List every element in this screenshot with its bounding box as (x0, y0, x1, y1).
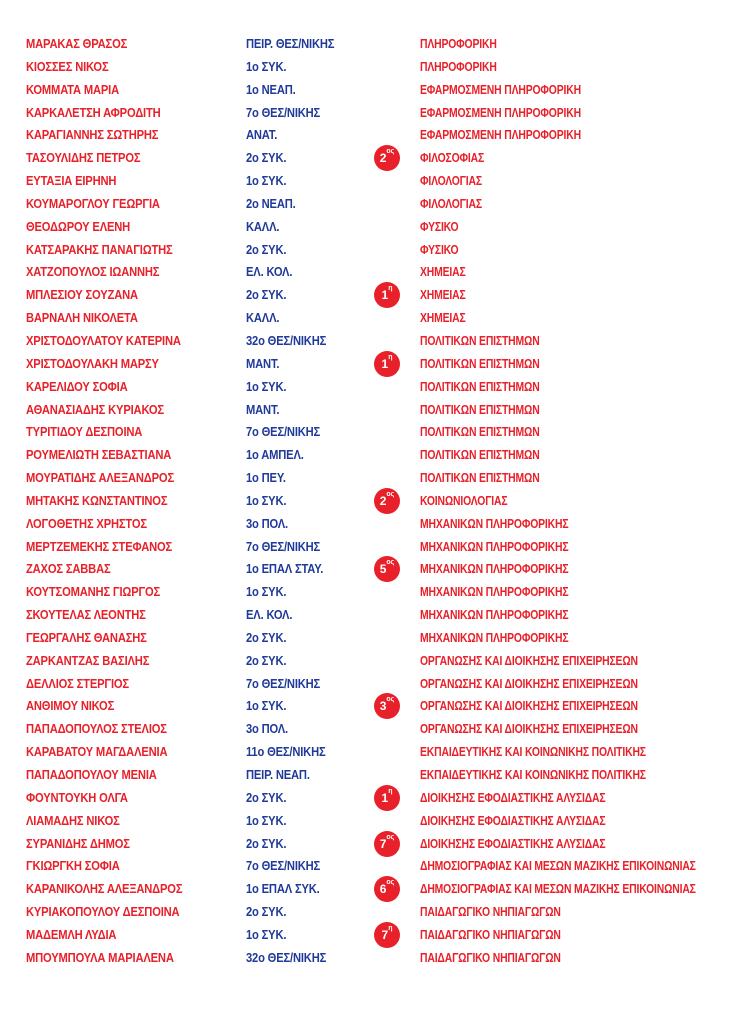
student-name: ΖΑΡΚΑΝΤΖΑΣ ΒΑΣΙΛΗΣ (26, 652, 150, 668)
student-name: ΤΑΣΟΥΛΙΔΗΣ ΠΕΤΡΟΣ (26, 150, 141, 166)
department-name: ΠΟΛΙΤΙΚΩΝ ΕΠΙΣΤΗΜΩΝ (420, 424, 540, 440)
student-name: ΕΥΤΑΞΙΑ ΕΙΡΗΝΗ (26, 173, 117, 189)
rank-suffix: ος (386, 879, 395, 887)
school-name: ΜΑΝΤ. (246, 355, 280, 371)
department-name: ΔΙΟΙΚΗΣΗΣ ΕΦΟΔΙΑΣΤΙΚΗΣ ΑΛΥΣΙΔΑΣ (420, 812, 606, 828)
list-item (0, 558, 751, 581)
rank-badge (374, 488, 400, 514)
list-item (0, 581, 751, 604)
department-name: ΜΗΧΑΝΙΚΩΝ ΠΛΗΡΟΦΟΡΙΚΗΣ (420, 538, 569, 554)
student-name: ΚΑΡΚΑΛΕΤΣΗ ΑΦΡΟΔΙΤΗ (26, 104, 161, 120)
department-name: ΠΛΗΡΟΦΟΡΙΚΗ (420, 58, 497, 74)
student-name: ΚΑΡΑΓΙΑΝΝΗΣ ΣΩΤΗΡΗΣ (26, 127, 159, 143)
rank-number: 2 (379, 493, 387, 508)
rank-badge (374, 785, 400, 811)
list-item (0, 444, 751, 467)
student-name: ΓΕΩΡΓΑΛΗΣ ΘΑΝΑΣΗΣ (26, 629, 147, 645)
rank-suffix: η (388, 353, 393, 361)
list-item (0, 536, 751, 559)
school-name: ΠΕΙΡ. ΘΕΣ/ΝΙΚΗΣ (246, 36, 335, 51)
department-name: ΕΚΠΑΙΔΕΥΤΙΚΗΣ ΚΑΙ ΚΟΙΝΩΝΙΚΗΣ ΠΟΛΙΤΙΚΗΣ (420, 767, 646, 782)
school-name: 2ο ΣΥΚ. (246, 789, 287, 805)
department-name: ΟΡΓΑΝΩΣΗΣ ΚΑΙ ΔΙΟΙΚΗΣΗΣ ΕΠΙΧΕΙΡΗΣΕΩΝ (420, 721, 638, 737)
list-item (0, 627, 751, 650)
list-item (0, 604, 751, 627)
department-name: ΦΙΛΟΣΟΦΙΑΣ (420, 150, 485, 166)
school-name: 1ο ΣΥΚ. (246, 58, 287, 74)
list-item (0, 924, 751, 947)
school-name: 1ο ΣΥΚ. (246, 378, 287, 394)
school-name: 1ο ΝΕΑΠ. (246, 81, 296, 97)
student-name: ΧΡΙΣΤΟΔΟΥΛΑΚΗ ΜΑΡΣΥ (26, 355, 159, 371)
rank-suffix: η (388, 787, 393, 795)
rank-suffix: ος (386, 833, 395, 841)
school-name: 1ο ΣΥΚ. (246, 492, 287, 508)
rank-badge (374, 693, 400, 719)
list-item (0, 855, 751, 878)
student-name: ΚΑΡΑΝΙΚΟΛΗΣ ΑΛΕΞΑΝΔΡΟΣ (26, 881, 183, 897)
student-name: ΜΟΥΡΑΤΙΔΗΣ ΑΛΕΞΑΝΔΡΟΣ (26, 470, 175, 486)
school-name: 2ο ΣΥΚ. (246, 150, 287, 166)
department-name: ΟΡΓΑΝΩΣΗΣ ΚΑΙ ΔΙΟΙΚΗΣΗΣ ΕΠΙΧΕΙΡΗΣΕΩΝ (420, 675, 638, 691)
department-name: ΦΥΣΙΚΟ (420, 218, 459, 234)
student-name: ΚΑΡΕΛΙΔΟΥ ΣΟΦΙΑ (26, 378, 128, 394)
school-name: 2ο ΝΕΑΠ. (246, 195, 296, 211)
rank-suffix: ος (386, 490, 395, 498)
list-item (0, 353, 751, 376)
department-name: ΦΥΣΙΚΟ (420, 241, 459, 257)
student-name: ΚΟΥΤΣΟΜΑΝΗΣ ΓΙΩΡΓΟΣ (26, 584, 161, 600)
department-name: ΠΑΙΔΑΓΩΓΙΚΟ ΝΗΠΙΑΓΩΓΩΝ (420, 949, 561, 965)
rank-number: 1 (381, 288, 389, 303)
school-name: 7ο ΘΕΣ/ΝΙΚΗΣ (246, 858, 321, 874)
list-item (0, 901, 751, 924)
school-name: 1ο ΕΠΑΛ ΣΤΑΥ. (246, 561, 324, 577)
department-name: ΔΗΜΟΣΙΟΓΡΑΦΙΑΣ ΚΑΙ ΜΕΣΩΝ ΜΑΖΙΚΗΣ ΕΠΙΚΟΙΝΩΝΙΑΣ (420, 881, 696, 897)
school-name: 7ο ΘΕΣ/ΝΙΚΗΣ (246, 104, 321, 120)
rank-badge (374, 282, 400, 308)
school-name: 1ο ΣΥΚ. (246, 173, 287, 189)
list-item (0, 467, 751, 490)
student-name: ΣΥΡΑΝΙΔΗΣ ΔΗΜΟΣ (26, 835, 130, 851)
list-item (0, 421, 751, 444)
school-name: ΜΑΝΤ. (246, 401, 280, 417)
school-name: 7ο ΘΕΣ/ΝΙΚΗΣ (246, 675, 321, 691)
student-name: ΚΙΟΣΣΕΣ ΝΙΚΟΣ (26, 58, 109, 74)
student-name: ΖΑΧΟΣ ΣΑΒΒΑΣ (26, 561, 111, 577)
student-name: ΧΡΙΣΤΟΔΟΥΛΑΤΟΥ ΚΑΤΕΡΙΝΑ (26, 332, 181, 348)
list-item (0, 102, 751, 125)
student-name: ΔΕΛΛΙΟΣ ΣΤΕΡΓΙΟΣ (26, 675, 129, 691)
rank-number: 1 (381, 356, 389, 371)
list-item (0, 56, 751, 79)
department-name: ΧΗΜΕΙΑΣ (420, 310, 466, 326)
department-name: ΜΗΧΑΝΙΚΩΝ ΠΛΗΡΟΦΟΡΙΚΗΣ (420, 607, 569, 623)
department-name: ΠΑΙΔΑΓΩΓΙΚΟ ΝΗΠΙΑΓΩΓΩΝ (420, 904, 561, 920)
school-name: 7ο ΘΕΣ/ΝΙΚΗΣ (246, 424, 321, 440)
department-name: ΠΟΛΙΤΙΚΩΝ ΕΠΙΣΤΗΜΩΝ (420, 332, 540, 348)
school-name: 3ο ΠΟΛ. (246, 515, 288, 531)
rank-suffix: η (388, 924, 393, 932)
rank-number: 3 (379, 699, 387, 714)
school-name: ΑΝΑΤ. (246, 127, 278, 143)
student-name: ΜΕΡΤΖΕΜΕΚΗΣ ΣΤΕΦΑΝΟΣ (26, 538, 173, 554)
school-name: 32ο ΘΕΣ/ΝΙΚΗΣ (246, 332, 327, 348)
department-name: ΠΟΛΙΤΙΚΩΝ ΕΠΙΣΤΗΜΩΝ (420, 355, 540, 371)
school-name: 1ο ΣΥΚ. (246, 812, 287, 828)
student-name: ΜΗΤΑΚΗΣ ΚΩΝΣΤΑΝΤΙΝΟΣ (26, 492, 168, 508)
rank-badge (374, 876, 400, 902)
rank-badge (374, 351, 400, 377)
school-name: ΚΑΛΛ. (246, 218, 280, 234)
student-name: ΚΟΜΜΑΤΑ ΜΑΡΙΑ (26, 81, 120, 97)
student-name: ΚΥΡΙΑΚΟΠΟΥΛΟΥ ΔΕΣΠΟΙΝΑ (26, 904, 180, 920)
school-name: 2ο ΣΥΚ. (246, 652, 287, 668)
department-name: ΔΙΟΙΚΗΣΗΣ ΕΦΟΔΙΑΣΤΙΚΗΣ ΑΛΥΣΙΔΑΣ (420, 789, 606, 805)
department-name: ΚΟΙΝΩΝΙΟΛΟΓΙΑΣ (420, 492, 508, 508)
school-name: 1ο ΕΠΑΛ ΣΥΚ. (246, 881, 320, 897)
student-name: ΓΚΙΩΡΓΚΗ ΣΟΦΙΑ (26, 858, 120, 874)
department-name: ΟΡΓΑΝΩΣΗΣ ΚΑΙ ΔΙΟΙΚΗΣΗΣ ΕΠΙΧΕΙΡΗΣΕΩΝ (420, 698, 638, 714)
list-item (0, 673, 751, 696)
school-name: ΠΕΙΡ. ΝΕΑΠ. (246, 767, 310, 782)
department-name: ΕΦΑΡΜΟΣΜΕΝΗ ΠΛΗΡΟΦΟΡΙΚΗ (420, 104, 581, 120)
department-name: ΠΛΗΡΟΦΟΡΙΚΗ (420, 36, 497, 51)
rank-badge (374, 556, 400, 582)
rank-badge (374, 831, 400, 857)
list-item (0, 376, 751, 399)
list-item (0, 878, 751, 901)
school-name: 2ο ΣΥΚ. (246, 835, 287, 851)
student-name: ΤΥΡΙΤΙΔΟΥ ΔΕΣΠΟΙΝΑ (26, 424, 143, 440)
rank-suffix: ος (386, 696, 395, 704)
list-item (0, 79, 751, 102)
rank-number: 1 (381, 790, 389, 805)
school-name: 11ο ΘΕΣ/ΝΙΚΗΣ (246, 744, 326, 760)
school-name: ΚΑΛΛ. (246, 310, 280, 326)
school-name: ΕΛ. ΚΟΛ. (246, 264, 293, 280)
department-name: ΦΙΛΟΛΟΓΙΑΣ (420, 173, 482, 189)
list-item (0, 695, 751, 718)
list-item (0, 33, 751, 56)
department-name: ΧΗΜΕΙΑΣ (420, 287, 466, 303)
school-name: 2ο ΣΥΚ. (246, 287, 287, 303)
student-name: ΚΑΡΑΒΑΤΟΥ ΜΑΓΔΑΛΕΝΙΑ (26, 744, 168, 760)
student-name: ΠΑΠΑΔΟΠΟΥΛΟΣ ΣΤΕΛΙΟΣ (26, 721, 167, 737)
student-name: ΒΑΡΝΑΛΗ ΝΙΚΟΛΕΤΑ (26, 310, 138, 326)
rank-badge (374, 922, 400, 948)
list-item (0, 718, 751, 741)
student-name: ΛΙΑΜΑΔΗΣ ΝΙΚΟΣ (26, 812, 120, 828)
student-name: ΡΟΥΜΕΛΙΩΤΗ ΣΕΒΑΣΤΙΑΝΑ (26, 447, 172, 463)
rank-suffix: ος (386, 559, 395, 567)
list-item (0, 239, 751, 262)
department-name: ΕΦΑΡΜΟΣΜΕΝΗ ΠΛΗΡΟΦΟΡΙΚΗ (420, 127, 581, 143)
department-name: ΜΗΧΑΝΙΚΩΝ ΠΛΗΡΟΦΟΡΙΚΗΣ (420, 561, 569, 577)
list-item (0, 490, 751, 513)
school-name: 7ο ΘΕΣ/ΝΙΚΗΣ (246, 538, 321, 554)
school-name: 1ο ΣΥΚ. (246, 926, 287, 942)
department-name: ΜΗΧΑΝΙΚΩΝ ΠΛΗΡΟΦΟΡΙΚΗΣ (420, 584, 569, 600)
list-item (0, 513, 751, 536)
student-name: ΣΚΟΥΤΕΛΑΣ ΛΕΟΝΤΗΣ (26, 607, 146, 623)
rank-number: 5 (379, 562, 387, 577)
list-item (0, 787, 751, 810)
list-item (0, 741, 751, 764)
list-item (0, 284, 751, 307)
list-item (0, 330, 751, 353)
student-name: ΜΠΟΥΜΠΟΥΛΑ ΜΑΡΙΑΛΕΝΑ (26, 949, 174, 965)
student-name: ΚΑΤΣΑΡΑΚΗΣ ΠΑΝΑΓΙΩΤΗΣ (26, 241, 173, 257)
school-name: 1ο ΣΥΚ. (246, 584, 287, 600)
rank-number: 7 (379, 836, 387, 851)
student-name: ΘΕΟΔΩΡΟΥ ΕΛΕΝΗ (26, 218, 131, 234)
department-name: ΧΗΜΕΙΑΣ (420, 264, 466, 280)
student-name: ΜΑΔΕΜΛΗ ΛΥΔΙΑ (26, 926, 117, 942)
department-name: ΕΚΠΑΙΔΕΥΤΙΚΗΣ ΚΑΙ ΚΟΙΝΩΝΙΚΗΣ ΠΟΛΙΤΙΚΗΣ (420, 744, 646, 760)
student-name: ΑΝΘΙΜΟΥ ΝΙΚΟΣ (26, 698, 115, 714)
department-name: ΕΦΑΡΜΟΣΜΕΝΗ ΠΛΗΡΟΦΟΡΙΚΗ (420, 81, 581, 97)
department-name: ΠΑΙΔΑΓΩΓΙΚΟ ΝΗΠΙΑΓΩΓΩΝ (420, 926, 561, 942)
department-name: ΔΗΜΟΣΙΟΓΡΑΦΙΑΣ ΚΑΙ ΜΕΣΩΝ ΜΑΖΙΚΗΣ ΕΠΙΚΟΙΝΩΝΙΑΣ (420, 858, 696, 874)
rank-badge (374, 145, 400, 171)
student-name: ΚΟΥΜΑΡΟΓΛΟΥ ΓΕΩΡΓΙΑ (26, 195, 160, 211)
department-name: ΦΙΛΟΛΟΓΙΑΣ (420, 195, 482, 211)
school-name: 1ο ΠΕΥ. (246, 470, 286, 486)
department-name: ΠΟΛΙΤΙΚΩΝ ΕΠΙΣΤΗΜΩΝ (420, 401, 540, 417)
student-name: ΦΟΥΝΤΟΥΚΗ ΟΛΓΑ (26, 789, 128, 805)
school-name: 2ο ΣΥΚ. (246, 904, 287, 920)
school-name: 2ο ΣΥΚ. (246, 629, 287, 645)
rank-number: 2 (379, 151, 387, 166)
list-item (0, 124, 751, 147)
school-name: 3ο ΠΟΛ. (246, 721, 288, 737)
list-item (0, 947, 751, 970)
student-name: ΜΑΡΑΚΑΣ ΘΡΑΣΟΣ (26, 36, 128, 51)
department-name: ΠΟΛΙΤΙΚΩΝ ΕΠΙΣΤΗΜΩΝ (420, 470, 540, 486)
list-item (0, 261, 751, 284)
list-item (0, 216, 751, 239)
department-name: ΔΙΟΙΚΗΣΗΣ ΕΦΟΔΙΑΣΤΙΚΗΣ ΑΛΥΣΙΔΑΣ (420, 835, 606, 851)
results-list (0, 33, 751, 970)
rank-suffix: η (388, 285, 393, 293)
student-name: ΜΠΛΕΣΙΟΥ ΣΟΥΖΑΝΑ (26, 287, 138, 303)
school-name: 1ο ΑΜΠΕΛ. (246, 447, 304, 463)
rank-suffix: ος (386, 148, 395, 156)
department-name: ΟΡΓΑΝΩΣΗΣ ΚΑΙ ΔΙΟΙΚΗΣΗΣ ΕΠΙΧΕΙΡΗΣΕΩΝ (420, 652, 638, 668)
student-name: ΑΘΑΝΑΣΙΑΔΗΣ ΚΥΡΙΑΚΟΣ (26, 401, 164, 417)
department-name: ΜΗΧΑΝΙΚΩΝ ΠΛΗΡΟΦΟΡΙΚΗΣ (420, 515, 569, 531)
school-name: 32ο ΘΕΣ/ΝΙΚΗΣ (246, 949, 327, 965)
list-item (0, 307, 751, 330)
list-item (0, 147, 751, 170)
department-name: ΠΟΛΙΤΙΚΩΝ ΕΠΙΣΤΗΜΩΝ (420, 378, 540, 394)
school-name: 1ο ΣΥΚ. (246, 698, 287, 714)
school-name: ΕΛ. ΚΟΛ. (246, 607, 293, 623)
student-name: ΛΟΓΟΘΕΤΗΣ ΧΡΗΣΤΟΣ (26, 515, 147, 531)
student-name: ΠΑΠΑΔΟΠΟΥΛΟΥ ΜΕΝΙΑ (26, 767, 157, 782)
list-item (0, 399, 751, 422)
list-item (0, 170, 751, 193)
list-item (0, 193, 751, 216)
list-item (0, 833, 751, 856)
list-item (0, 764, 751, 787)
department-name: ΠΟΛΙΤΙΚΩΝ ΕΠΙΣΤΗΜΩΝ (420, 447, 540, 463)
list-item (0, 810, 751, 833)
rank-number: 6 (379, 882, 387, 897)
school-name: 2ο ΣΥΚ. (246, 241, 287, 257)
rank-number: 7 (381, 927, 389, 942)
student-name: ΧΑΤΖΟΠΟΥΛΟΣ ΙΩΑΝΝΗΣ (26, 264, 160, 280)
list-item (0, 650, 751, 673)
department-name: ΜΗΧΑΝΙΚΩΝ ΠΛΗΡΟΦΟΡΙΚΗΣ (420, 629, 569, 645)
